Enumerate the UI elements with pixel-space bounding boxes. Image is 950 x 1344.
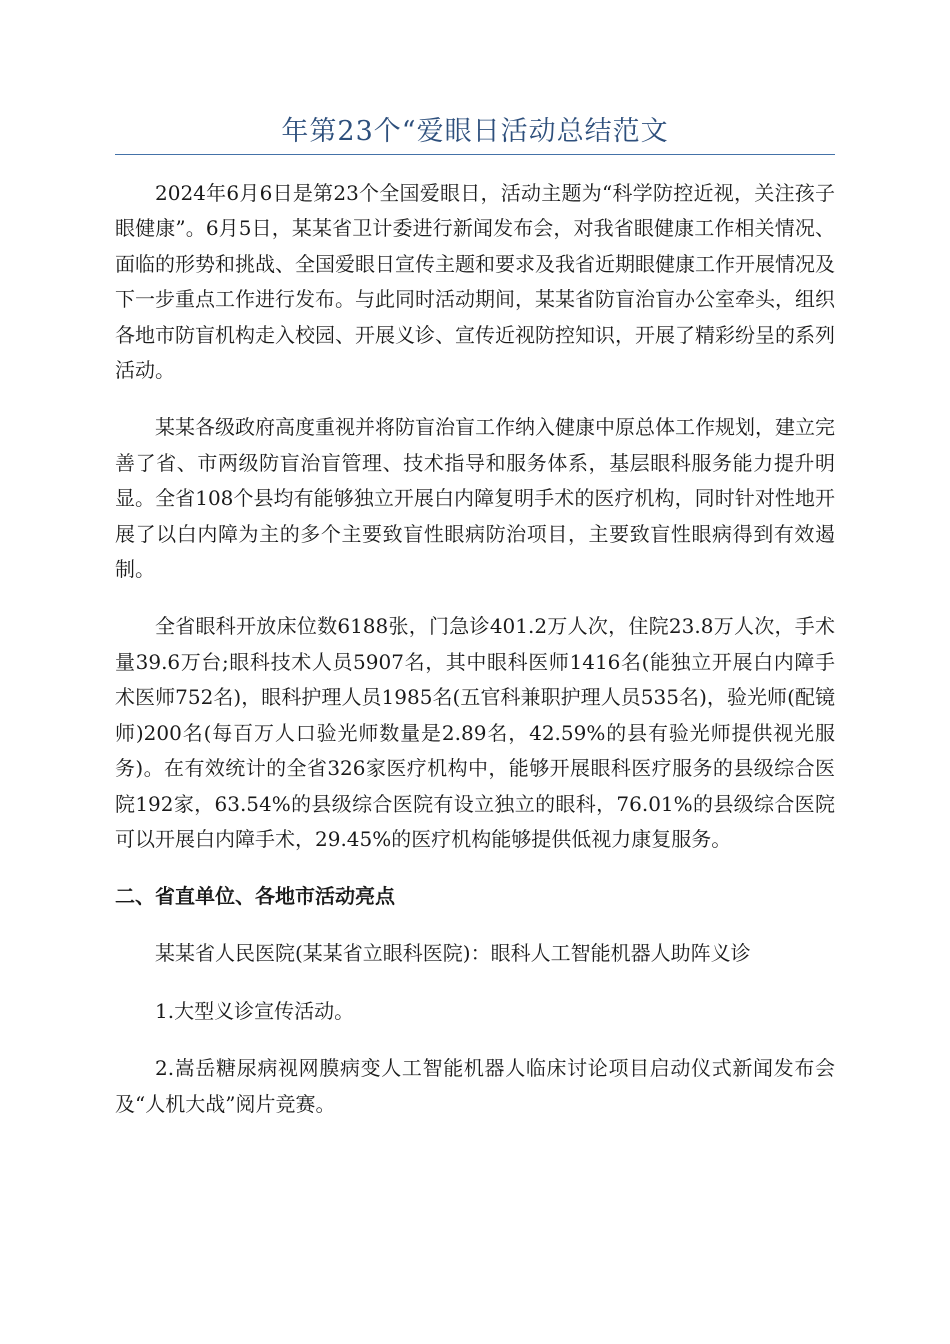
list-item-1: 1.大型义诊宣传活动。 [155, 998, 355, 1023]
paragraph-government: 某某各级政府高度重视并将防盲治盲工作纳入健康中原总体工作规划，建立完善了省、市两级防盲治盲管理、技术指导和服务体系，基层眼科服务能力提升明显。全省108个县均有能够独立开展白内障复明手术的医疗机构，同时针对性地开展了以白内障为主的多个主要致盲性眼病防治项目，主要致盲性眼病得到有效遏制。 [115, 415, 835, 582]
section-heading: 二、省直单位、各地市活动亮点 [115, 884, 395, 909]
list-item-2: 2.嵩岳糖尿病视网膜病变人工智能机器人临床讨论项目启动仪式新闻发布会及“人机大战”阅片竞赛。 [115, 1056, 835, 1116]
document-body [115, 176, 835, 1122]
paragraph-hospital: 某某省人民医院(某某省立眼科医院)：眼科人工智能机器人助阵义诊 [155, 941, 751, 966]
paragraph-statistics: 全省眼科开放床位数6188张，门急诊401.2万人次，住院23.8万人次，手术量39.6万台;眼科技术人员5907名，其中眼科医师1416名(能独立开展白内障手术医师752名)，眼科护理人员1985名(五官科兼职护理人员535名)，验光师(配镜师)200名(每百万人口验光师数量是2.89名，42.59%的县有验光师提供视光服务)。在有效统计的全省326家医疗机构中，能够开展眼科医疗服务的县级综合医院192家，63.54%的县级综合医院有设立独立的眼科，76.01%的县级综合医院可以开展白内障手术，29.45%的医疗机构能够提供低视力康复服务。 [115, 614, 835, 851]
document-title: 年第23个“爱眼日活动总结范文 [281, 116, 669, 147]
paragraph-intro: 2024年6月6日是第23个全国爱眼日，活动主题为“科学防控近视，关注孩子眼健康”。6月5日，某某省卫计委进行新闻发布会，对我省眼健康工作相关情况、面临的形势和挑战、全国爱眼日宣传主题和要求及我省近期眼健康工作开展情况及下一步重点工作进行发布。与此同时活动期间，某某省防盲治盲办公室牵头，组织各地市防盲机构走入校园、开展义诊、宣传近视防控知识，开展了精彩纷呈的系列活动。 [115, 181, 835, 383]
title-underline [115, 154, 835, 155]
